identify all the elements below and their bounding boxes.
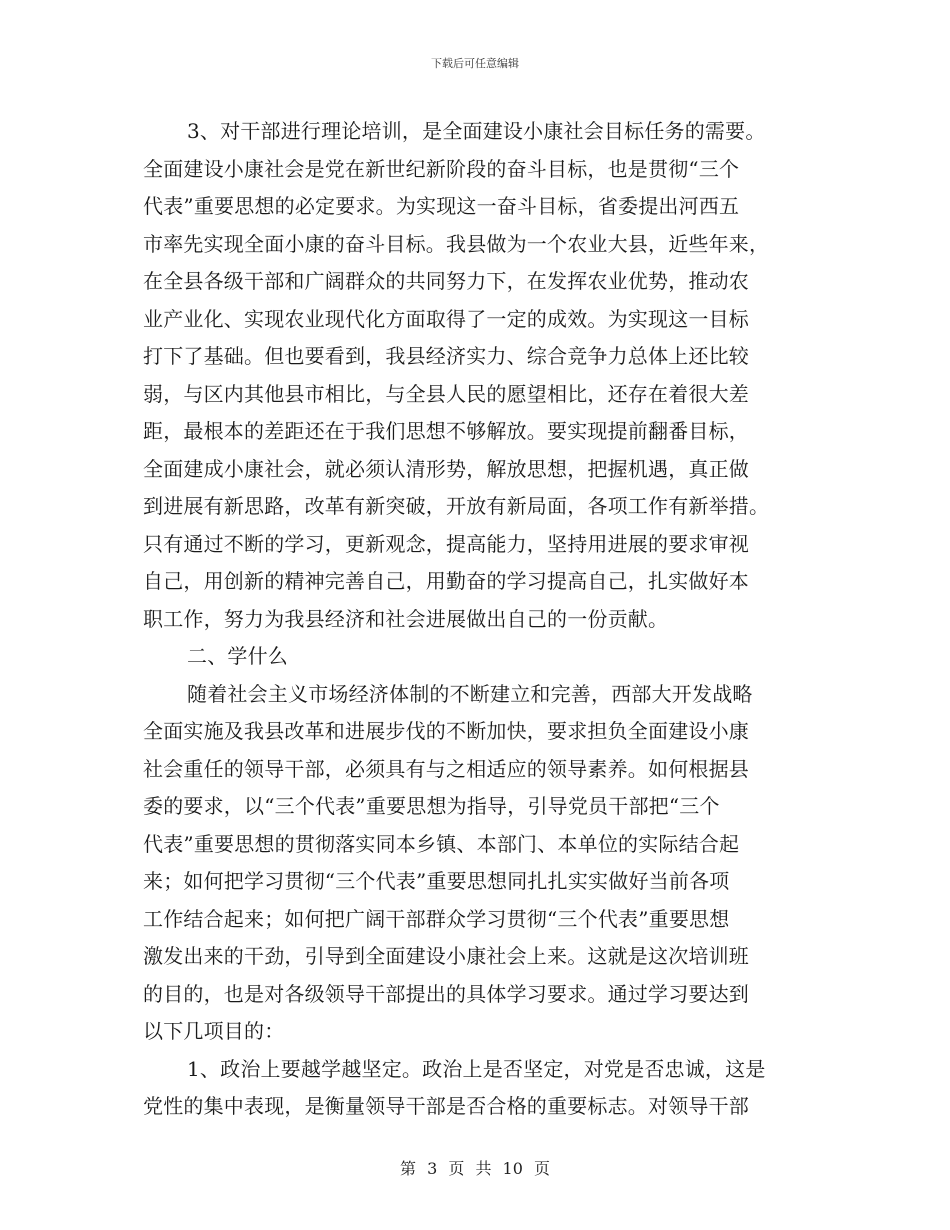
text-line: 的目的，也是对各级领导干部提出的具体学习要求。通过学习要达到: [143, 981, 749, 1006]
text-line: 自己，用创新的精神完善自己，用勤奋的学习提高自己，扎实做好本: [143, 569, 749, 593]
text-line: 业产业化、实现农业现代化方面取得了一定的成效。为实现这一目标: [143, 306, 749, 331]
text-line: 到进展有新思路，改革有新突破，开放有新局面，各项工作有新举措。: [143, 494, 770, 518]
text-line: 市率先实现全面小康的奋斗目标。我县做为一个农业大县，近些年来，: [143, 231, 770, 256]
text-line: 社会重任的领导干部，必须具有与之相适应的领导素养。如何根据县: [143, 756, 749, 781]
text-line: 工作结合起来；如何把广阔干部群众学习贯彻“三个代表”重要思想: [143, 906, 730, 931]
text-line: 以下几项目的：: [143, 1019, 285, 1043]
text-line: 全面建设小康社会是党在新世纪新阶段的奋斗目标，也是贯彻“三个: [143, 156, 740, 181]
text-line: 激发出来的干劲，引导到全面建设小康社会上来。这就是这次培训班: [143, 944, 749, 968]
text-line: 职工作，努力为我县经济和社会进展做出自己的一份贡献。: [143, 606, 669, 631]
document-body: [143, 113, 808, 1126]
text-line: 距，最根本的差距还在于我们思想不够解放。要实现提前翻番目标，: [143, 419, 749, 443]
page-number-footer: 第 3 页 共 10 页: [400, 1159, 550, 1178]
text-line: 在全县各级干部和广阔群众的共同努力下，在发挥农业优势，推动农: [143, 269, 749, 293]
text-line: 代表”重要思想的贯彻落实同本乡镇、本部门、本单位的实际结合起: [143, 831, 740, 856]
text-line: 1、政治上要越学越坚定。政治上是否坚定，对党是否忠诚，这是: [187, 1056, 766, 1081]
text-line: 打下了基础。但也要看到，我县经济实力、综合竞争力总体上还比较: [143, 344, 749, 368]
text-line: 代表”重要思想的必定要求。为实现这一奋斗目标，省委提出河西五: [143, 194, 740, 218]
text-line: 全面建成小康社会，就必须认清形势，解放思想，把握机遇，真正做: [143, 456, 749, 481]
page-header-note: 下载后可任意编辑: [431, 57, 519, 70]
text-line: 3、对干部进行理论培训，是全面建设小康社会目标任务的需要。: [187, 119, 766, 143]
text-line: 委的要求，以“三个代表”重要思想为指导，引导党员干部把“三个: [143, 794, 720, 818]
text-line: 党性的集中表现，是衡量领导干部是否合格的重要标志。对领导干部: [143, 1094, 749, 1118]
text-line: 弱，与区内其他县市相比，与全县人民的愿望相比，还存在着很大差: [143, 381, 749, 406]
text-line: 二、学什么: [187, 644, 288, 668]
text-line: 随着社会主义市场经济体制的不断建立和完善，西部大开发战略: [187, 681, 753, 706]
text-line: 来；如何把学习贯彻“三个代表”重要思想同扎扎实实做好当前各项: [143, 869, 730, 893]
text-line: 只有通过不断的学习，更新观念，提高能力，坚持用进展的要求审视: [143, 531, 749, 556]
text-line: 全面实施及我县改革和进展步伐的不断加快，要求担负全面建设小康: [143, 719, 749, 743]
